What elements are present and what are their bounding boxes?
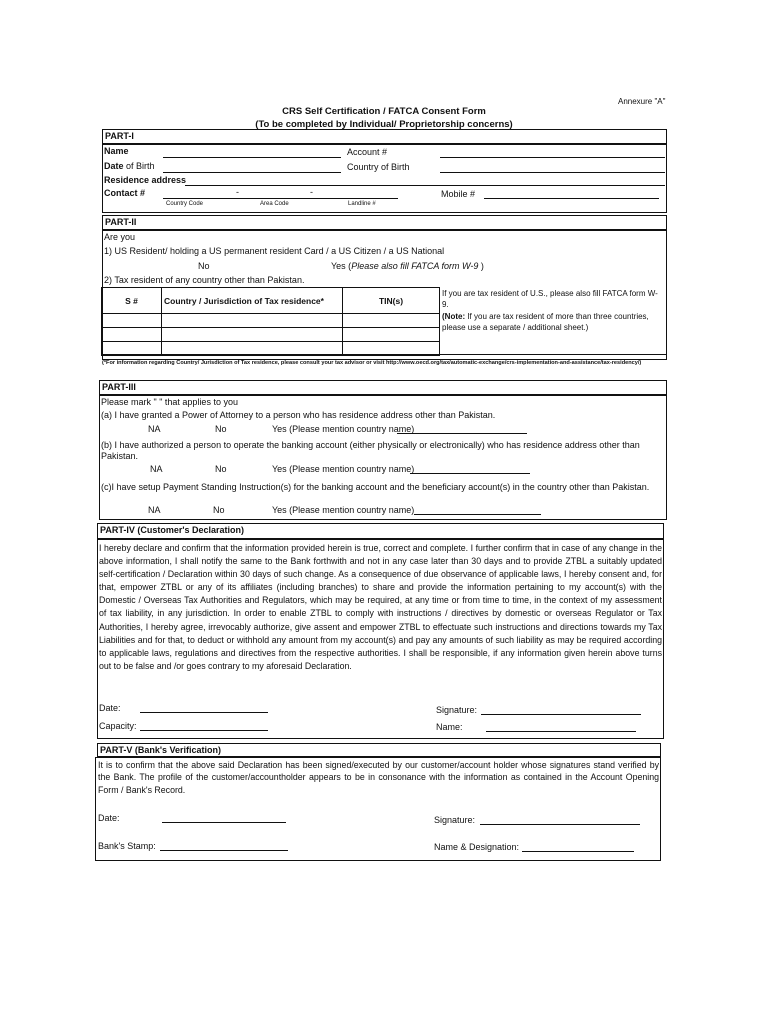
annexure-label: Annexure "A"	[618, 97, 666, 106]
are-you-label: Are you	[104, 232, 136, 242]
table-row[interactable]	[102, 314, 440, 328]
part3-header: PART-III	[102, 382, 136, 392]
contact-field[interactable]	[163, 198, 398, 199]
mark-instruction: Please mark " " that applies to you	[101, 397, 238, 407]
part2-divider	[102, 354, 667, 355]
note-bold: (Note:	[442, 312, 466, 321]
decl-name-field[interactable]	[486, 731, 636, 732]
qc-country-field[interactable]	[414, 514, 541, 515]
dash-1: -	[236, 187, 239, 197]
multi-country-note	[442, 311, 662, 333]
fatca-side-note: If you are tax resident of U.S., please also fill FATCA form W-9.	[442, 289, 658, 309]
bank-date-field[interactable]	[162, 822, 286, 823]
country-birth-label: Country of Birth	[347, 162, 410, 172]
form-subtitle: (To be completed by Individual/ Proprietorship concerns)	[255, 119, 513, 130]
name-label: Name	[104, 146, 129, 156]
residence-field[interactable]	[185, 185, 665, 186]
decl-signature-field[interactable]	[481, 714, 641, 715]
customer-declaration: I hereby declare and confirm that the information provided herein is true, correct and complete. I further confirm that in case of any change in the above information, I shall notify the same to the Bank forthwith and not in any case later than 30 days and to provide ZTBL a suitably updated self-certification / Declaration within 30 days of such change. As a consequence of due observance of applicable laws, I hereby consent and, for that, empower ZTBL or any of its affiliates (including branches) to share and provide the information pertaining to my account(s) with the Domestic / Overseas Tax Authorities and Regulators, which may be required, at any time or from time to time, in the context of my assessment of tax liability, in any jurisdiction. In order to enable ZTBL to comply with instructions / directives by domestic or overseas Regulator or Tax Authorities, I hereby agree, irrevocably authorize, give assent and empower ZTBL to effectuate such instructions and directions towards my Tax Liabilities and for that, to deduct or withhold any amount from my account(s) and pay any amounts of such liability as may be required according to applicable laws, regulations and directives from the respective authorities. I shall be responsible, if any information given herein above turns out to be false and /or goes contrary to my aforesaid Declaration.	[99, 543, 662, 671]
yes-fatca-text: Please also fill FATCA form W-9	[351, 261, 479, 271]
bank-date-label: Date:	[98, 813, 120, 823]
residence-label: Residence address	[104, 175, 187, 185]
name-field[interactable]	[163, 157, 341, 158]
part2-header-box	[102, 215, 667, 230]
qb-country-field[interactable]	[410, 473, 530, 474]
area-code-label: Area Code	[260, 201, 289, 207]
part3-header-box	[99, 380, 667, 395]
note-text: If you are tax resident of more than three countries, please use a separate / additional sheet.)	[442, 312, 649, 332]
dash-2: -	[310, 187, 313, 197]
qa-country-field[interactable]	[397, 433, 527, 434]
part1-header-box	[102, 129, 667, 144]
qa-na-option[interactable]: NA	[148, 424, 161, 434]
bank-signature-label: Signature:	[434, 815, 476, 825]
col-sno: S #	[102, 288, 162, 314]
qc-na-option[interactable]: NA	[148, 505, 161, 515]
part2-header: PART-II	[105, 217, 137, 227]
col-country: Country / Jurisdiction of Tax residence*	[162, 288, 343, 314]
mobile-label: Mobile #	[441, 189, 476, 199]
country-birth-field[interactable]	[440, 172, 665, 173]
part5-header-box	[97, 743, 661, 757]
account-field[interactable]	[440, 157, 665, 158]
question-b: (b) I have authorized a person to operate the banking account (either physically or electronically) who has residence address other than Pakistan.	[101, 440, 640, 461]
qb-na-option[interactable]: NA	[150, 464, 163, 474]
question-a: (a) I have granted a Power of Attorney to a person who has residence address other than Pakistan.	[101, 410, 496, 420]
tax-residence-table	[101, 287, 440, 356]
question-c: (c)I have setup Payment Standing Instruction(s) for the banking account and the beneficiary account(s) in the country other than Pakistan.	[101, 482, 650, 492]
yes-suffix: )	[478, 261, 484, 271]
part5-header: PART-V (Bank's Verification)	[100, 745, 221, 755]
part1-header: PART-I	[105, 131, 134, 141]
dob-field[interactable]	[163, 172, 341, 173]
country-code-label: Country Code	[166, 201, 204, 207]
q1-no-option[interactable]: No	[198, 261, 210, 271]
qa-no-option[interactable]: No	[215, 424, 227, 434]
part4-header: PART-IV (Customer's Declaration)	[100, 525, 244, 535]
decl-date-field[interactable]	[140, 712, 268, 713]
qb-yes-option[interactable]: Yes (Please mention country name)	[272, 464, 415, 474]
qc-yes-option[interactable]: Yes (Please mention country name)	[272, 505, 415, 515]
form-title: CRS Self Certification / FATCA Consent Form	[282, 106, 486, 117]
qb-no-option[interactable]: No	[215, 464, 227, 474]
q1-yes-option[interactable]	[331, 261, 484, 271]
decl-name-label: Name:	[436, 722, 463, 732]
capacity-label: Capacity:	[99, 721, 137, 731]
qa-yes-option[interactable]: Yes (Please mention country name)	[272, 424, 415, 434]
account-label: Account #	[347, 147, 388, 157]
bank-stamp-label: Bank's Stamp:	[98, 841, 156, 851]
capacity-field[interactable]	[140, 730, 268, 731]
qc-no-option[interactable]: No	[213, 505, 225, 515]
designation-label: Name & Designation:	[434, 842, 520, 852]
contact-label: Contact #	[104, 188, 146, 198]
col-tin: TIN(s)	[343, 288, 440, 314]
tax-footnote: (*For information regarding Country/ Jurisdiction of Tax residence, please consult your tax advisor or visit http://www.oecd.org/tax/automatic-exchange/crs-implementation-and-assistance/tax-residency/)	[102, 360, 642, 366]
bank-stamp-field[interactable]	[160, 850, 288, 851]
landline-label: Landline #	[348, 201, 376, 207]
yes-prefix: Yes (	[331, 261, 352, 271]
table-row[interactable]	[102, 328, 440, 342]
designation-field[interactable]	[522, 851, 634, 852]
part4-header-box	[97, 523, 664, 539]
dob-label: Date of Birth	[104, 161, 155, 171]
bank-signature-field[interactable]	[480, 824, 640, 825]
q1-text: 1) US Resident/ holding a US permanent resident Card / a US Citizen / a US National	[104, 246, 445, 256]
bank-verification-text: It is to confirm that the above said Declaration has been signed/executed by our customer/account holder whose signatures stand verified by the Bank. The profile of the customer/accountholder appears to be in consonance with the information as contained in the Account Opening Form / Bank's Record.	[98, 760, 659, 795]
decl-date-label: Date:	[99, 703, 121, 713]
q2-text: 2) Tax resident of any country other than Pakistan.	[104, 275, 305, 285]
mobile-field[interactable]	[484, 198, 659, 199]
decl-signature-label: Signature:	[436, 705, 478, 715]
